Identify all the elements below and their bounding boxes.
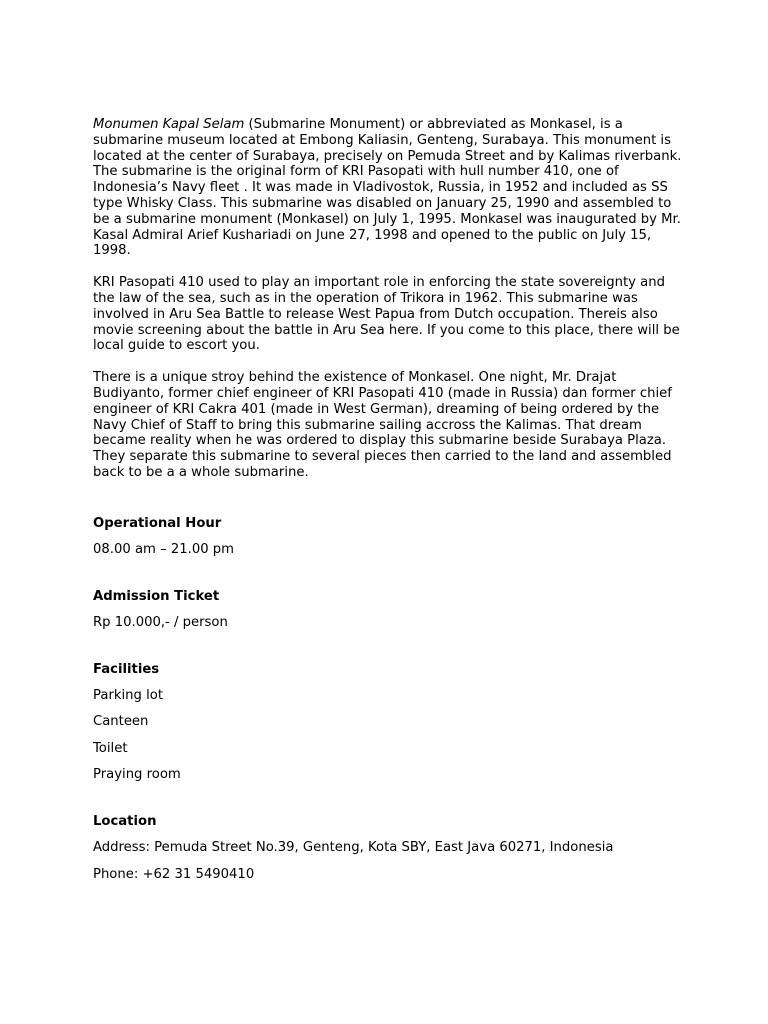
history-paragraph: KRI Pasopati 410 used to play an important role in enforcing the state sovereignty and the law of the sea, such as in the operation of Trikora in 1962. This submarine was involved in Aru Sea Battle to release West Papua from Dutch occupation. Thereis also movie screening about the battle in Aru Sea here. If you come to this place, there will be local guide to escort you. xyxy=(93,275,680,354)
intro-paragraph-text: (Submarine Monument) or abbreviated as Monkasel, is a submarine museum located at Embong Kaliasin, Genteng, Surabaya. This monument is located at the center of Surabaya, precisely on Pemuda Street and by Kalimas riverbank. The submarine is the original form of KRI Pasopati with hull number 410, one of Indonesia’s Navy fleet . It was made in Vladivostok, Russia, in 1952 and included as SS type Whisky Class. This submarine was disabled on January 25, 1990 and assembled to be a submarine monument (Monkasel) on July 1, 1995. Monkasel was inaugurated by Mr. Kasal Admiral Arief Kushariadi on June 27, 1998 and opened to the public on July 15, 1998. xyxy=(93,117,682,259)
facility-item: Parking lot xyxy=(93,687,163,703)
location-phone: Phone: +62 31 5490410 xyxy=(93,866,255,882)
facilities-heading: Facilities xyxy=(93,661,160,677)
admission-price-value: Rp 10.000,- / person xyxy=(93,614,228,630)
location-section xyxy=(93,814,683,883)
admission-ticket-section xyxy=(93,589,683,631)
facility-item: Praying room xyxy=(93,767,181,783)
facilities-section xyxy=(93,662,683,784)
story-paragraph: There is a unique stroy behind the existence of Monkasel. One night, Mr. Drajat Budiyanto, former chief engineer of KRI Pasopati 410 (made in Russia) dan former chief engineer of KRI Cakra 401 (made in West German), dreaming of being ordered by the Navy Chief of Staff to bring this submarine sailing accross the Kalimas. That dream became reality when he was ordered to display this submarine beside Surabaya Plaza. They separate this submarine to several pieces then carried to the land and assembled back to be a a whole submarine. xyxy=(93,370,672,480)
location-heading: Location xyxy=(93,814,157,830)
facility-item: Toilet xyxy=(93,740,128,756)
operational-hours-value: 08.00 am – 21.00 pm xyxy=(93,541,235,557)
facility-item: Canteen xyxy=(93,714,149,730)
monument-name-italic: Monumen Kapal Selam xyxy=(93,117,245,132)
operational-hour-heading: Operational Hour xyxy=(93,515,222,531)
intro-paragraph xyxy=(93,117,683,259)
operational-hour-section xyxy=(93,516,683,558)
location-address: Address: Pemuda Street No.39, Genteng, Kota SBY, East Java 60271, Indonesia xyxy=(93,840,614,856)
document-page xyxy=(93,117,683,893)
admission-ticket-heading: Admission Ticket xyxy=(93,588,220,604)
